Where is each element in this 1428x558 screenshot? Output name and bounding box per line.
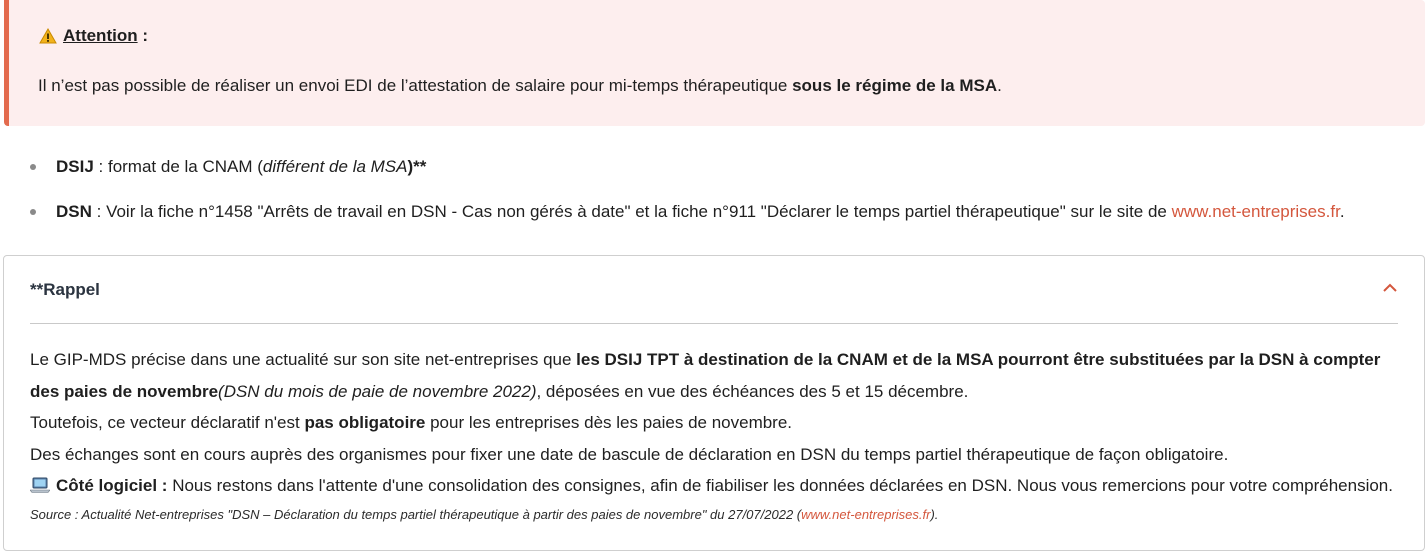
recall-p1-after: , déposées en vue des échéances des 5 et 15 décembre.	[536, 381, 969, 401]
recall-accordion	[3, 255, 1425, 551]
recall-p1-text: Le GIP-MDS précise dans une actualité sur son site net-entreprises que	[30, 350, 577, 369]
attention-alert	[4, 0, 1425, 126]
source-text: Source : Actualité Net-entreprises "DSN – Déclaration du temps partiel thérapeutique à partir des paies de novembre" du 27/07/2022 (	[30, 506, 802, 522]
bullet-item-dsij	[30, 157, 426, 177]
source-text-after: ).	[930, 506, 939, 522]
recall-p4-bold: Côté logiciel :	[56, 476, 168, 495]
recall-paragraph-1	[30, 344, 1400, 407]
recall-paragraph-2	[30, 407, 1400, 439]
laptop-icon	[30, 477, 50, 493]
recall-paragraph-3: Des échanges sont en cours auprès des organismes pour fixer une date de bascule de déclaration en DSN du temps partiel thérapeutique de façon obligatoire.	[30, 444, 1229, 464]
source-note	[30, 502, 1400, 528]
recall-p2-bold: pas obligatoire	[304, 413, 426, 432]
bullet-label: DSIJ	[56, 157, 94, 176]
alert-text-before: Il n’est pas possible de réaliser un envoi EDI de l’attestation de salaire pour mi-temps thérapeutique	[38, 76, 793, 95]
bullet-italic: différent de la MSA	[262, 157, 408, 176]
warning-icon	[39, 28, 57, 44]
recall-p2-text: Toutefois, ce vecteur déclaratif n'est	[30, 413, 305, 432]
alert-text-after: .	[997, 76, 1002, 95]
net-entreprises-link[interactable]: www.net-entreprises.fr	[1171, 202, 1340, 221]
recall-title[interactable]: **Rappel	[30, 280, 100, 299]
bullet-text: : format de la CNAM (	[93, 157, 263, 176]
bullet-item-dsn	[30, 202, 1345, 222]
bullet-label: DSN	[56, 202, 92, 221]
source-link[interactable]: www.net-entreprises.fr	[801, 506, 931, 522]
recall-paragraph-4	[30, 470, 1400, 502]
alert-title-text: Attention	[63, 26, 138, 45]
divider	[30, 323, 1398, 324]
alert-message	[38, 76, 1002, 96]
alert-text-bold: sous le régime de la MSA	[792, 76, 998, 95]
recall-p1-italic: (DSN du mois de paie de novembre 2022)	[218, 381, 537, 401]
recall-body	[30, 344, 1400, 528]
bullet-dot-icon	[30, 209, 36, 215]
alert-title	[39, 26, 148, 46]
bullet-text: : Voir la fiche n°1458 "Arrêts de travail en DSN - Cas non gérés à date" et la fiche n°911 "Déclarer le temps partiel thérapeutique" sur le site de	[91, 202, 1172, 221]
bullet-text-after: )**	[407, 157, 427, 176]
recall-p1-bold: les DSIJ TPT à destination de la CNAM et de la MSA pourront être substituées par la DSN à compter des paies de novembre	[30, 350, 1381, 401]
recall-p4-after: Nous restons dans l'attente d'une consolidation des consignes, afin de fiabiliser les données déclarées en DSN. Nous vous remercions pour votre compréhension.	[167, 476, 1393, 495]
chevron-up-icon[interactable]	[1382, 282, 1398, 294]
bullet-dot-icon	[30, 164, 36, 170]
recall-p2-after: pour les entreprises dès les paies de novembre.	[425, 413, 793, 432]
alert-title-suffix: :	[137, 26, 148, 45]
bullet-text-after: .	[1339, 202, 1345, 221]
